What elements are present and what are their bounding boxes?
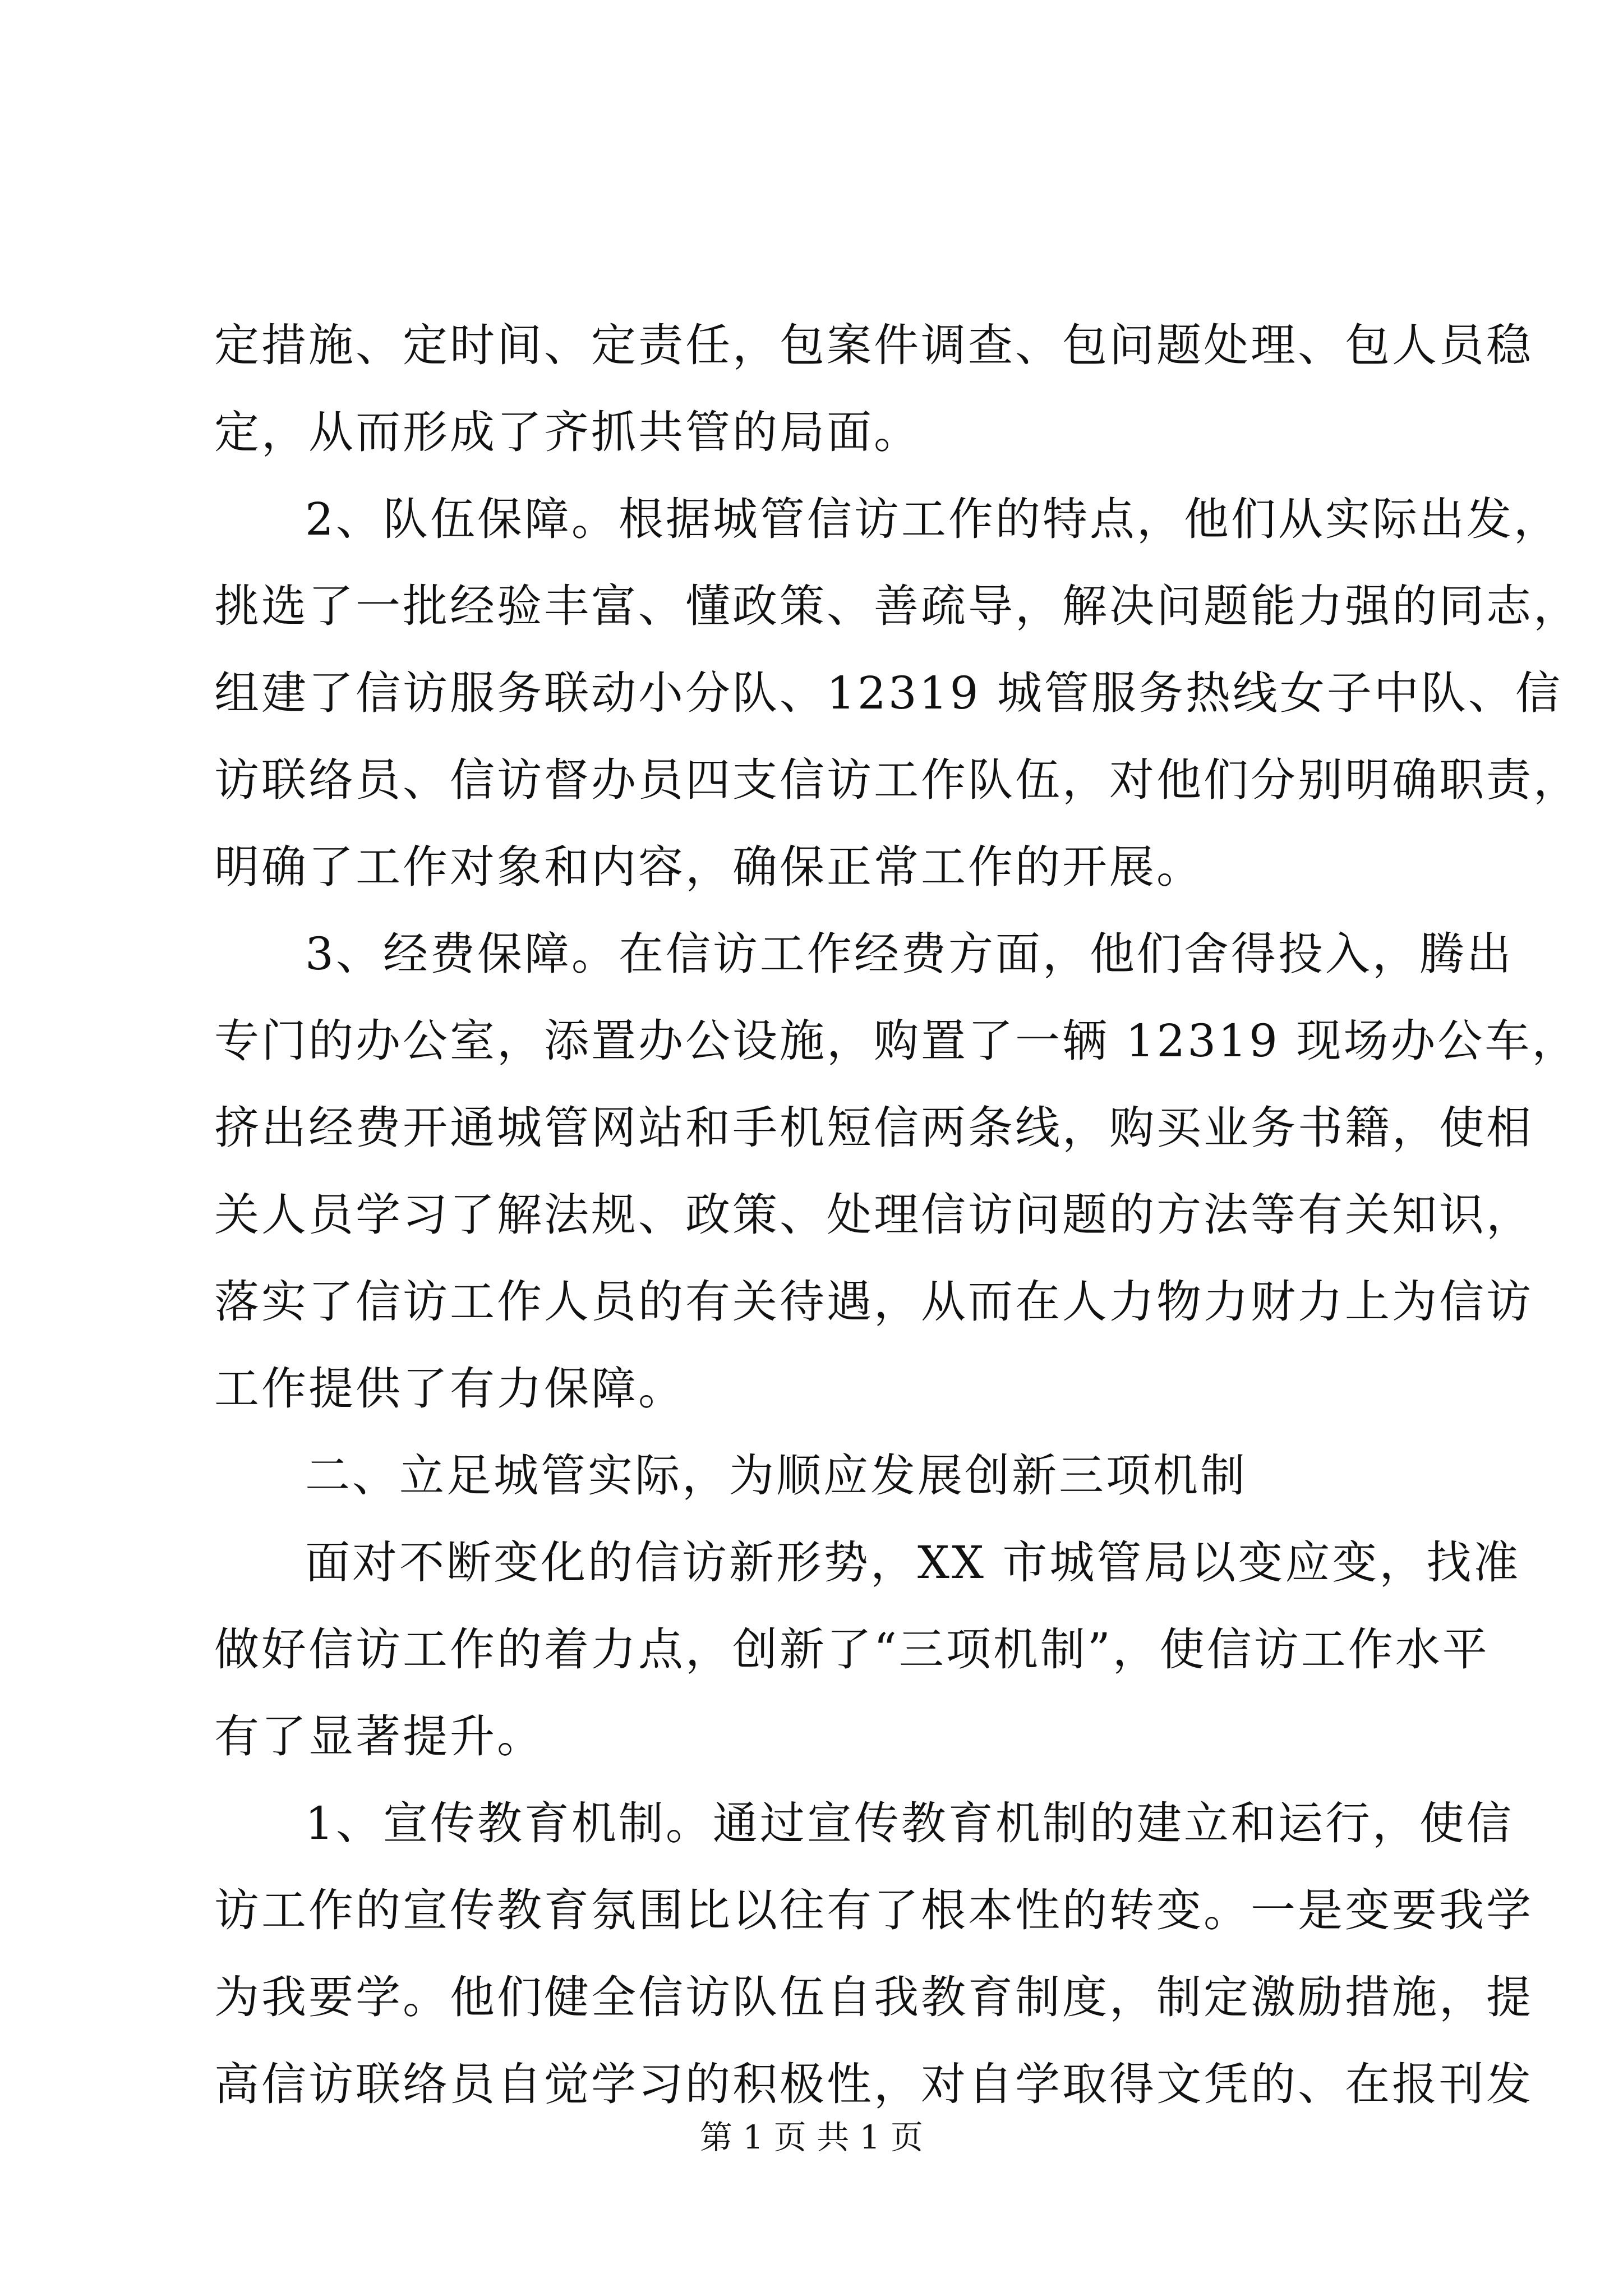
text-line: 专门的办公室，添置办公设施，购置了一辆 12319 现场办公车， [214, 1015, 1579, 1067]
text-line: 为我要学。他们健全信访队伍自我教育制度，制定激励措施，提 [214, 1971, 1533, 2023]
text-line: 面对不断变化的信访新形势，XX 市城管局以变应变，找准 [305, 1536, 1521, 1589]
text-line: 挤出经费开通城管网站和手机短信两条线，购买业务书籍，使相 [214, 1102, 1533, 1154]
text-line: 访工作的宣传教育氛围比以往有了根本性的转变。一是变要我学 [214, 1884, 1533, 1936]
page-footer: 第 1 页 共 1 页 [700, 2118, 923, 2156]
text-line: 2、队伍保障。根据城管信访工作的特点，他们从实际出发， [305, 493, 1561, 545]
text-line: 有了显著提升。 [214, 1710, 544, 1763]
text-line: 定，从而形成了齐抓共管的局面。 [214, 406, 921, 458]
text-line: 1、宣传教育机制。通过宣传教育机制的建立和运行，使信 [305, 1797, 1514, 1849]
text-line: 二、立足城管实际，为顺应发展创新三项机制 [305, 1450, 1247, 1502]
text-line: 访联络员、信访督办员四支信访工作队伍，对他们分别明确职责， [214, 754, 1580, 806]
text-line: 高信访联络员自觉学习的积极性，对自学取得文凭的、在报刊发 [214, 2058, 1533, 2110]
text-line: 做好信访工作的着力点，创新了“三项机制”，使信访工作水平 [214, 1623, 1490, 1676]
text-line: 工作提供了有力保障。 [214, 1363, 685, 1415]
text-line: 明确了工作对象和内容，确保正常工作的开展。 [214, 841, 1204, 893]
text-line: 关人员学习了解法规、政策、处理信访问题的方法等有关知识， [214, 1189, 1533, 1241]
body-text [214, 302, 1580, 2128]
text-line: 组建了信访服务联动小分队、12319 城管服务热线女子中队、信 [214, 667, 1562, 719]
text-line: 落实了信访工作人员的有关待遇，从而在人力物力财力上为信访 [214, 1276, 1533, 1328]
text-line: 3、经费保障。在信访工作经费方面，他们舍得投入，腾出 [305, 928, 1514, 980]
text-line: 定措施、定时间、定责任，包案件调查、包问题处理、包人员稳 [214, 319, 1533, 371]
text-line: 挑选了一批经验丰富、懂政策、善疏导，解决问题能力强的同志， [214, 580, 1580, 632]
